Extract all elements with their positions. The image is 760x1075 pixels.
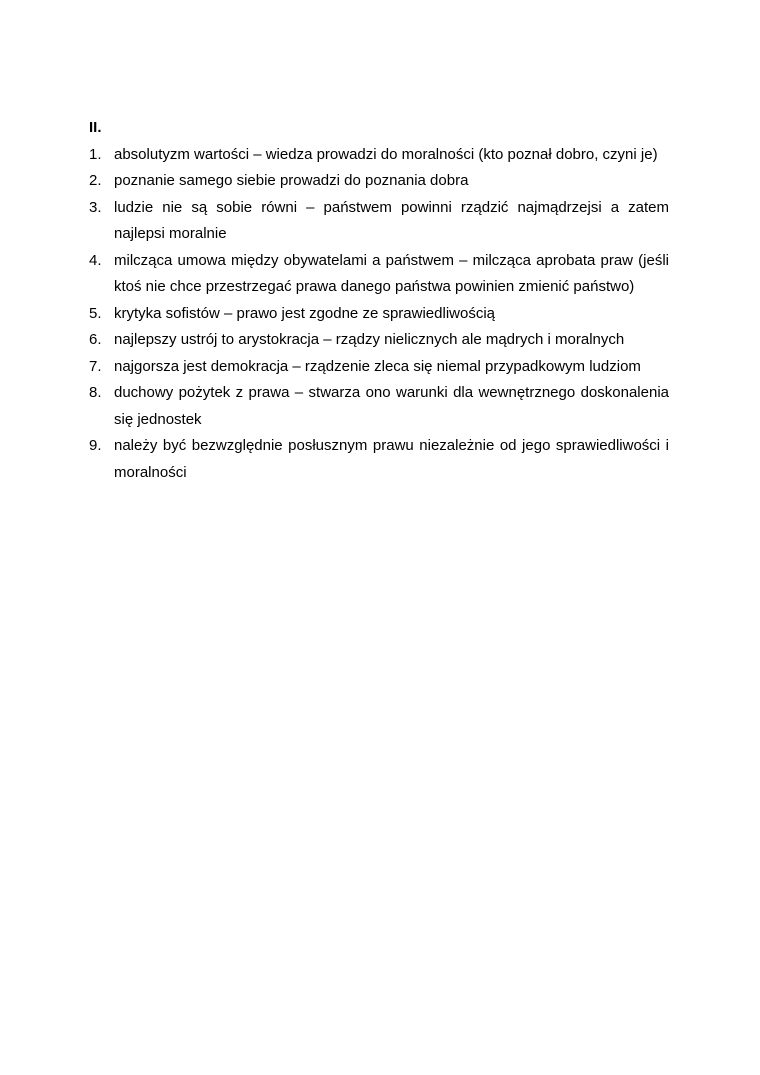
- list-item: [89, 168, 669, 195]
- list-item: [89, 142, 669, 169]
- list-item: [89, 248, 669, 301]
- numbered-list: [89, 142, 669, 487]
- list-item-text: ludzie nie są sobie równi – państwem powinni rządzić najmądrzejsi a zatem najlepsi moralnie: [114, 198, 669, 242]
- list-item-text: najlepszy ustrój to arystokracja – rządzy nielicznych ale mądrych i moralnych: [114, 331, 625, 348]
- section-heading: II.: [89, 119, 102, 136]
- list-item-number: 5.: [89, 304, 102, 322]
- list-item: [89, 380, 669, 433]
- list-item-number: 2.: [89, 172, 102, 189]
- list-item-text: milcząca umowa między obywatelami a państwem – milcząca aprobata praw (jeśli ktoś nie chce przestrzegać prawa danego państwa powinien zmienić państwo): [114, 251, 669, 295]
- list-item: [89, 195, 669, 248]
- list-item: [89, 433, 669, 486]
- list-item-text: absolutyzm wartości – wiedza prowadzi do moralności (kto poznał dobro, czyni je): [114, 145, 658, 163]
- list-item-text: krytyka sofistów – prawo jest zgodne ze sprawiedliwością: [114, 304, 495, 322]
- list-item-number: 9.: [89, 437, 102, 454]
- list-item-number: 4.: [89, 251, 102, 269]
- list-item-number: 1.: [89, 145, 102, 163]
- document-body: [89, 115, 669, 486]
- list-item-text: najgorsza jest demokracja – rządzenie zleca się niemal przypadkowym ludziom: [114, 357, 641, 375]
- list-item: [89, 301, 669, 328]
- list-item-number: 8.: [89, 384, 102, 401]
- list-item-text: duchowy pożytek z prawa – stwarza ono warunki dla wewnętrznego doskonalenia się jednostek: [114, 384, 669, 428]
- list-item-number: 6.: [89, 331, 102, 348]
- list-item: [89, 354, 669, 381]
- list-item-text: poznanie samego siebie prowadzi do poznania dobra: [114, 172, 469, 189]
- list-item-text: należy być bezwzględnie posłusznym prawu niezależnie od jego sprawiedliwości i moralności: [114, 437, 669, 481]
- list-item-number: 7.: [89, 357, 102, 375]
- list-item-number: 3.: [89, 198, 102, 216]
- list-item: [89, 327, 669, 354]
